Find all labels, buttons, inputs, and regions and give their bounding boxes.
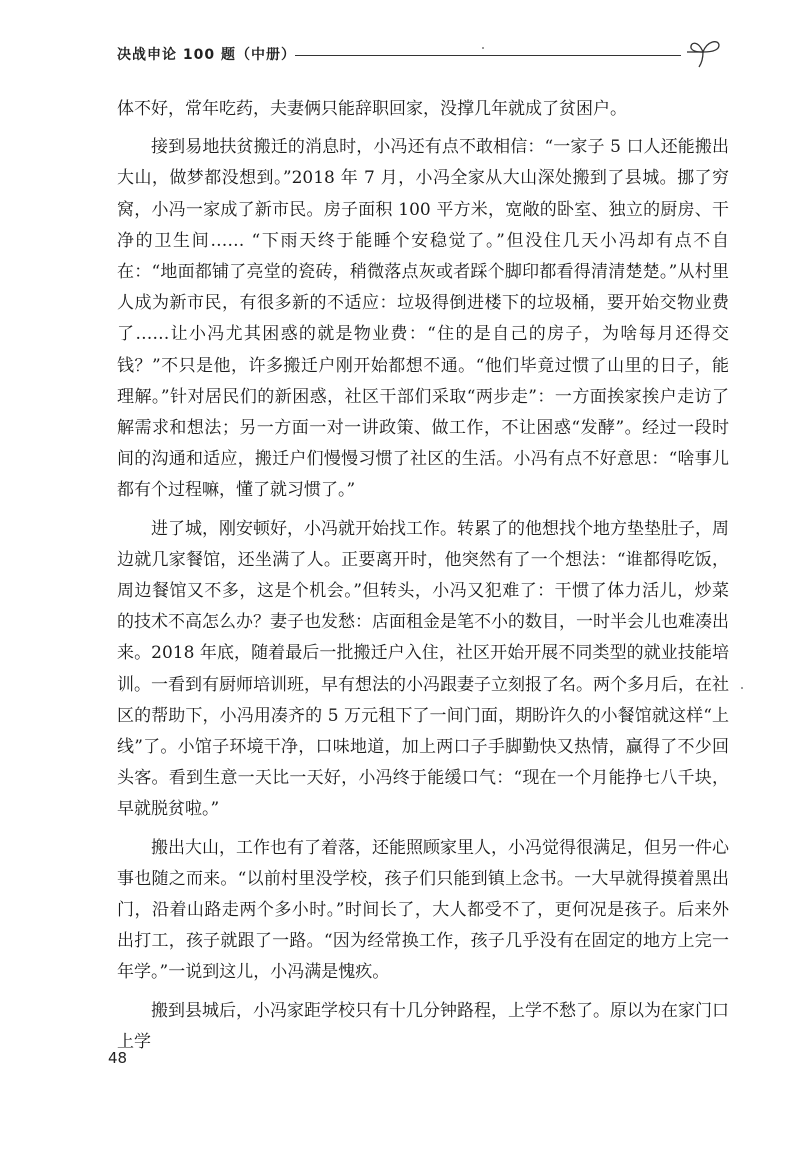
running-header [117,38,717,70]
paragraph-2: 接到易地扶贫搬迁的消息时，小冯还有点不敢相信：“一家子 5 口人还能搬出大山，做梦都没想到。”2018 年 7 月，小冯全家从大山深处搬到了县城。挪了穷窝，小冯一家成了新市民。房子面积 100 平方米，宽敞的卧室、独立的厨房、干净的卫生间…… “下雨天终于能睡个安稳觉了。”但没住几天小冯却有点不自在：“地面都铺了亮堂的瓷砖，稍微落点灰或者踩个脚印都看得清清楚楚。”从村里人成为新市民，有很多新的不适应：垃圾得倒进楼下的垃圾桶，要开始交物业费了……让小冯尤其困惑的就是物业费：“住的是自己的房子，为啥每月还得交钱？”不只是他，许多搬迁户刚开始都想不通。“他们毕竟过惯了山里的日子，能理解。”针对居民们的新困惑，社区干部们采取“两步走”：一方面挨家挨户走访了解需求和想法；另一方面一对一讲政策、做工作，不让困惑“发酵”。经过一段时间的沟通和适应，搬迁户们慢慢习惯了社区的生活。小冯有点不好意思：“啥事儿都有个过程嘛，懂了就习惯了。” [117,137,729,501]
paragraph-5: 搬到县城后，小冯家距学校只有十几分钟路程，上学不愁了。原以为在家门口上学 [117,1000,729,1052]
scan-speck [741,687,743,689]
header-title: 决战申论 100 题（中册） [117,47,296,63]
scan-speck [482,47,484,49]
paragraph-4: 搬出大山，工作也有了着落，还能照顾家里人，小冯觉得很满足，但另一件心事也随之而来。“以前村里没学校，孩子们只能到镇上念书。一大早就得摸着黑出门，沿着山路走两个多小时。”时间长了，大人都受不了，更何况是孩子。后来外出打工，孩子就跟了一路。“因为经常换工作，孩子几乎没有在固定的地方上完一年学。”一说到这儿，小冯满是愧疚。 [117,837,729,983]
page-number: 48 [108,1049,128,1067]
header-rule [295,55,681,56]
paragraph-3: 进了城，刚安顿好，小冯就开始找工作。转累了的他想找个地方垫垫肚子，周边就几家餐馆，还坐满了人。正要离开时，他突然有了一个想法：“谁都得吃饭，周边餐馆又不多，这是个机会。”但转头，小冯又犯难了：干惯了体力活儿，炒菜的技术不高怎么办？妻子也发愁：店面租金是笔不小的数目，一时半会儿也难凑出来。2018 年底，随着最后一批搬迁户入住，社区开始开展不同类型的就业技能培训。一看到有厨师培训班，早有想法的小冯跟妻子立刻报了名。两个多月后，在社区的帮助下，小冯用凑齐的 5 万元租下了一间门面，期盼许久的小餐馆就这样“上线”了。小馆子环境干净，口味地道，加上两口子手脚勤快又热情，赢得了不少回头客。看到生意一天比一天好，小冯终于能缓口气：“现在一个月能挣七八千块，早就脱贫啦。” [117,518,729,820]
sprout-icon [683,36,723,68]
paragraph-1: 体不好，常年吃药，夫妻俩只能辞职回家，没撑几年就成了贫困户。 [117,99,627,119]
body-text [117,94,729,1065]
